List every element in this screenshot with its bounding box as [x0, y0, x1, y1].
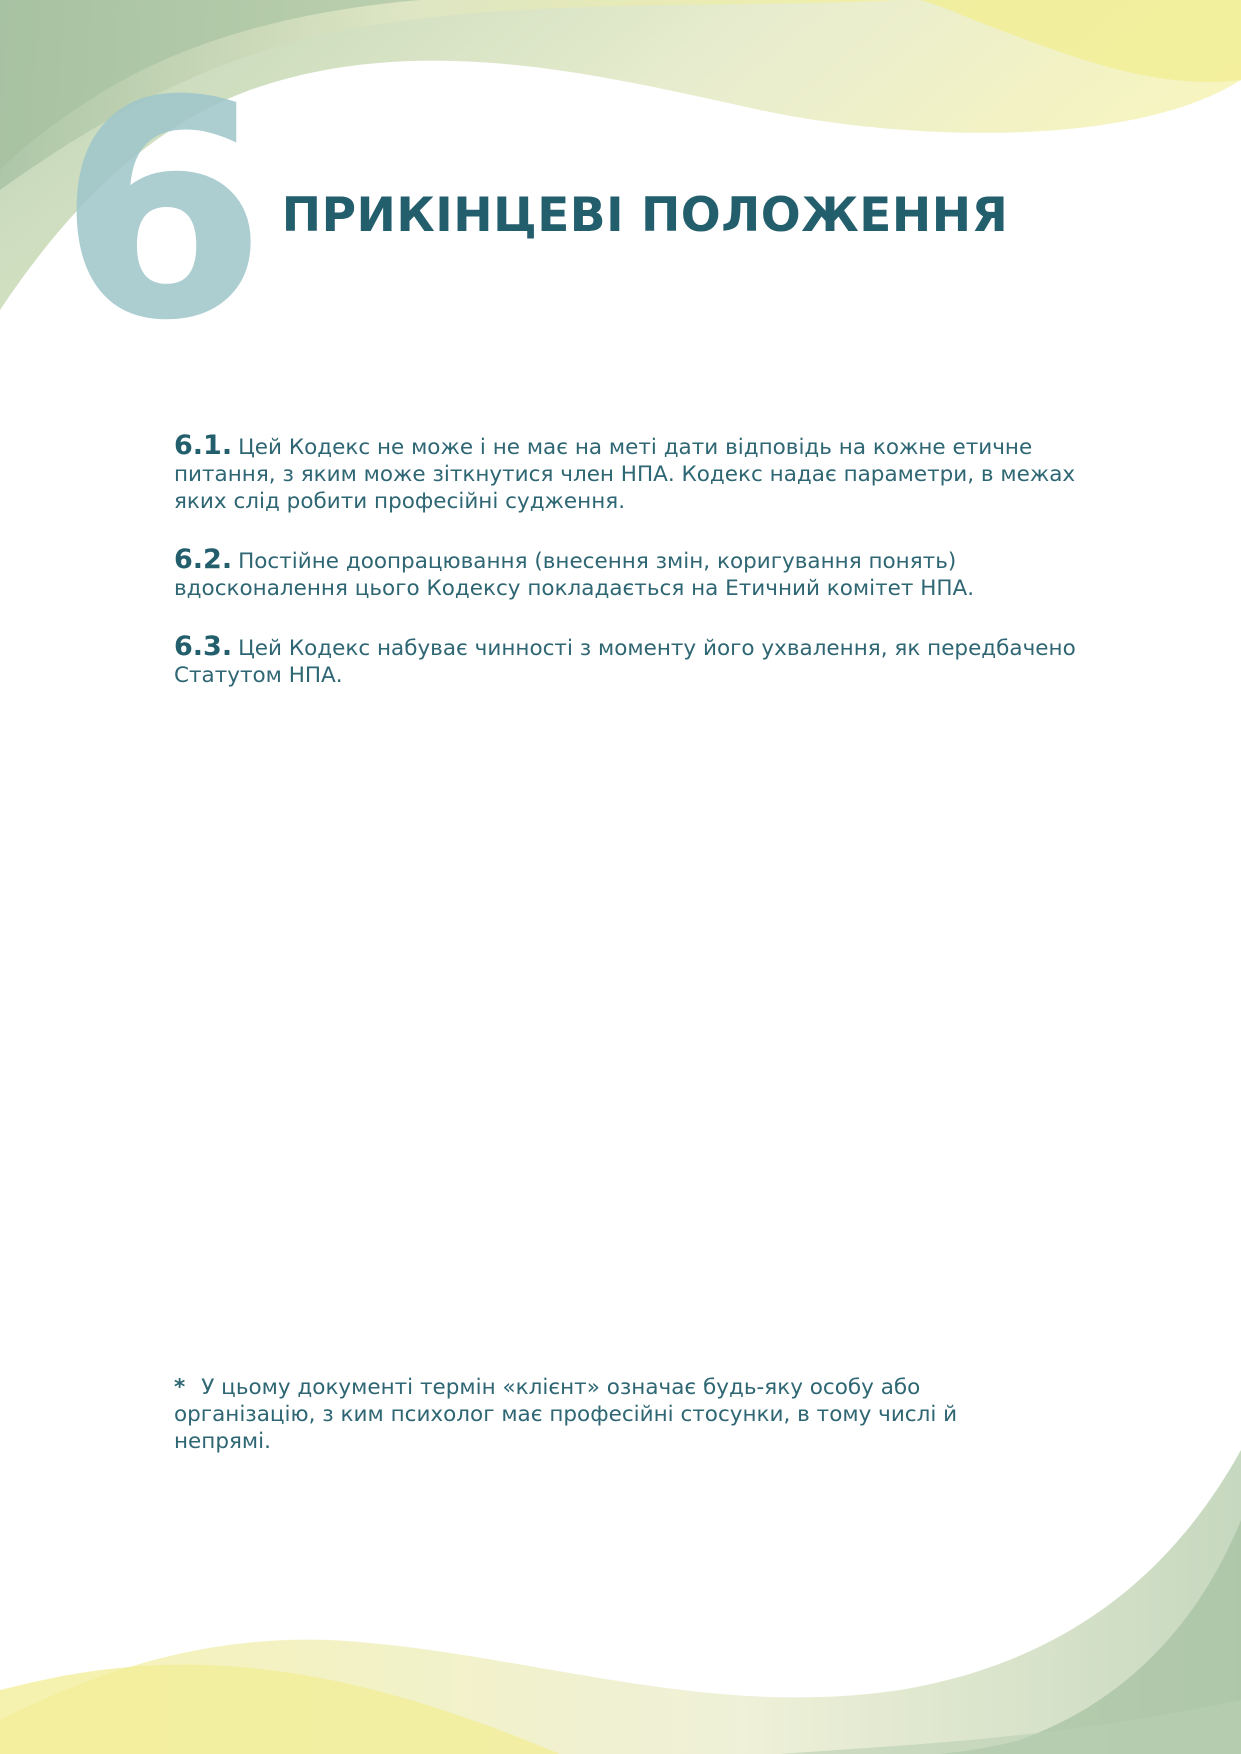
- section-text: Постійне доопрацювання (внесення змін, коригування понять) вдосконалення цього Кодексу покладається на Етичний комітет НПА.: [174, 549, 975, 601]
- footnote: [174, 1374, 974, 1455]
- sections-list: [174, 432, 1134, 720]
- section-number: 6.2.: [174, 544, 233, 575]
- section-text: Цей Кодекс набуває чинності з моменту його ухвалення, як передбачено Статутом НПА.: [174, 636, 1076, 688]
- chapter-number: 6: [58, 37, 257, 386]
- section-text: Цей Кодекс не може і не має на меті дати відповідь на кожне етичне питання, з яким може зіткнутися член НПА. Кодекс надає параметри, в межах яких слід робити професійні судження.: [174, 435, 1076, 514]
- page-title: ПРИКІНЦЕВІ ПОЛОЖЕННЯ: [281, 188, 1009, 243]
- section-6-2: [174, 546, 1134, 602]
- section-number: 6.3.: [174, 631, 233, 662]
- section-6-3: [174, 633, 1134, 689]
- section-6-1: [174, 432, 1134, 515]
- footnote-text: У цьому документі термін «клієнт» означає будь-яку особу або організацію, з ким психолог має професійні стосунки, в тому числі й непрямі.: [174, 1374, 958, 1454]
- section-number: 6.1.: [174, 430, 233, 461]
- footnote-mark: *: [174, 1374, 186, 1400]
